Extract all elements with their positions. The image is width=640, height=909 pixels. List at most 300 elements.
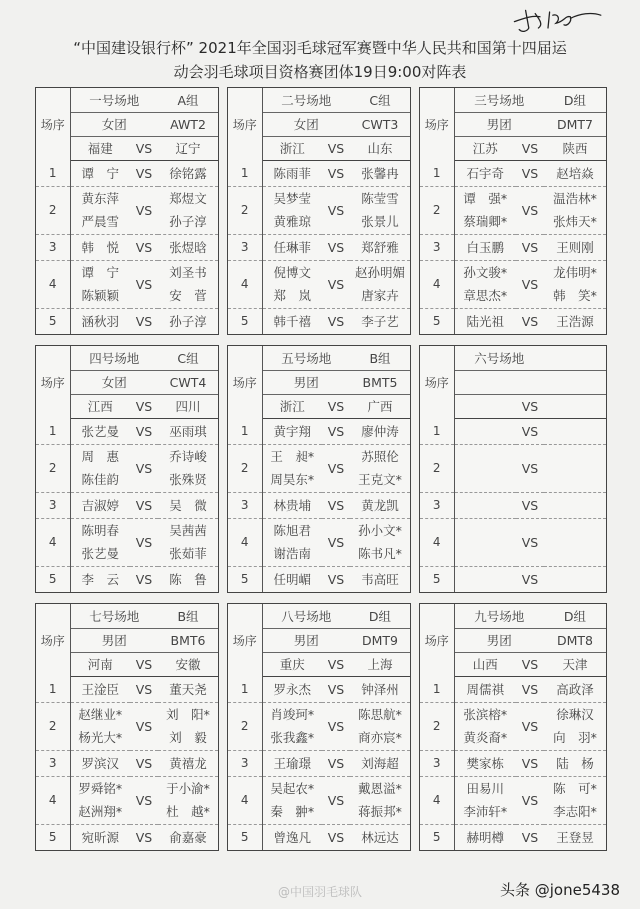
player-a: 张艺曼 [81,546,119,561]
player-b: 韦高旺 [361,571,399,587]
team-type: 女团 [262,112,350,136]
match-number: 1 [420,418,454,444]
player-a: 肖竣珂* [270,707,315,722]
player-a: 倪博文 [273,265,311,280]
watermark-main: 头条 @jone5438 [500,881,621,899]
vs-label: VS [516,136,544,160]
match-number: 3 [228,750,262,776]
seq-header: 场序 [420,604,454,676]
player-b: 陈思航* [358,707,402,722]
player-b: 杜 越* [166,804,210,819]
player-b: 巫雨琪 [169,423,207,439]
court-name: 五号场地 [262,346,350,370]
vs-label: VS [130,676,158,702]
match-number: 2 [420,702,454,750]
match-number: 5 [36,824,70,850]
court-table-4 [35,345,219,593]
player-b: 陈 鲁 [169,571,207,587]
match-number: 3 [420,234,454,260]
player-b: 张茹菲 [169,546,207,561]
match-number: 4 [36,260,70,308]
match-row [420,308,606,334]
player-b: 刘 阳* [166,707,210,722]
player-a: 罗滨汉 [81,755,119,771]
team-b: 辽宁 [158,136,218,160]
player-a: 李沛轩* [463,804,508,819]
match-code: BMT6 [158,628,218,652]
group-label: C组 [350,88,410,112]
match-number: 5 [420,824,454,850]
court-name: 六号场地 [454,346,544,370]
vs-label: VS [322,676,350,702]
player-b: 吴 微 [169,497,207,513]
vs-label: VS [130,518,158,566]
match-row [36,566,218,592]
player-b: 李子艺 [361,313,399,329]
player-b: 李志阳* [553,804,597,819]
player-a: 黄雅琼 [273,214,311,229]
match-code: AWT2 [158,112,218,136]
player-b: 黄龙凯 [361,497,399,513]
player-a: 田易川 [466,781,504,796]
player-a: 谭 宁 [81,165,119,181]
match-number: 4 [36,776,70,824]
vs-label: VS [322,750,350,776]
player-a: 吴梦莹 [273,191,311,206]
player-b: 高政泽 [556,681,594,697]
player-a: 黄东萍 [81,191,119,206]
vs-label: VS [135,313,153,329]
court-table-5 [227,345,411,593]
player-a: 蔡瑞卿* [463,214,508,229]
vs-label: VS [516,676,544,702]
court-table-3 [419,87,607,335]
team-type: 男团 [262,628,350,652]
match-row [420,776,606,824]
vs-label: VS [322,518,350,566]
match-row [420,676,606,702]
vs-label: VS [516,776,544,824]
match-row [36,444,218,492]
match-row [36,518,218,566]
match-number: 4 [420,518,454,566]
match-row [420,186,606,234]
team-a: 浙江 [262,136,322,160]
match-row [36,418,218,444]
match-number: 4 [420,260,454,308]
vs-label: VS [130,492,158,518]
vs-label: VS [130,652,158,676]
player-a: 任明嵋 [273,571,311,587]
title-line-2: 动会羽毛球项目资格赛团体19日9:00对阵表 [173,63,467,81]
court-name: 四号场地 [70,346,158,370]
match-number: 3 [420,750,454,776]
player-a: 陈旭君 [273,523,311,538]
team-b: 安徽 [158,652,218,676]
team-a: 浙江 [262,394,322,418]
vs-label: VS [516,160,544,186]
vs-label: VS [322,136,350,160]
vs-label: VS [130,260,158,308]
vs-label: VS [516,750,544,776]
player-a: 赵洲翔* [78,804,123,819]
vs-label: VS [322,234,350,260]
vs-label: VS [516,394,544,418]
vs-label: VS [130,186,158,234]
team-type: 女团 [70,112,158,136]
match-row [36,776,218,824]
group-label: A组 [158,88,218,112]
player-b: 陈 可* [553,781,597,796]
team-type: 男团 [454,112,544,136]
player-a: 林贵埔 [273,497,311,513]
match-row [420,824,606,850]
match-row [228,702,410,750]
vs-label: VS [516,702,544,750]
vs-label: VS [130,444,158,492]
match-row [36,492,218,518]
player-a: 李 云 [81,571,119,587]
match-number: 1 [36,676,70,702]
vs-label: VS [130,394,158,418]
player-b: 苏照伦 [361,449,399,464]
player-b: 廖仲涛 [361,423,399,439]
match-row [420,418,606,444]
match-row [420,492,606,518]
player-a: 石宇奇 [466,165,504,181]
player-b: 商亦宸* [358,730,402,745]
player-b: 王克文* [358,472,402,487]
match-number: 3 [36,234,70,260]
player-a: 曾逸凡 [273,829,311,845]
seq-header: 场序 [228,604,262,676]
team-type [454,370,544,394]
match-code [544,370,606,394]
court-name: 一号场地 [70,88,158,112]
match-row [36,824,218,850]
match-row [228,234,410,260]
match-number: 1 [36,418,70,444]
match-row [420,750,606,776]
match-code: BMT5 [350,370,410,394]
player-a: 白玉鹏 [466,239,504,255]
match-row [36,234,218,260]
player-a: 谢浩南 [273,546,311,561]
title-line-1: “中国建设银行杯” 2021年全国羽毛球冠军赛暨中华人民共和国第十四届运 [73,39,567,57]
player-b: 吴茜茜 [169,523,207,538]
player-b: 徐琳汉 [556,707,594,722]
vs-label: VS [322,186,350,234]
match-number: 5 [36,566,70,592]
match-number: 1 [36,160,70,186]
vs-label: VS [130,136,158,160]
court-grid [35,87,607,851]
match-row [228,186,410,234]
match-row [228,518,410,566]
match-number: 2 [420,186,454,234]
player-a: 杨光大* [78,730,123,745]
player-a: 周昊东* [270,472,315,487]
seq-header: 场序 [228,88,262,160]
match-code: DMT9 [350,628,410,652]
player-b: 戴恩溢* [358,781,402,796]
player-a: 涵秋羽 [81,313,119,329]
match-number: 1 [228,676,262,702]
group-label: D组 [350,604,410,628]
court-table-1 [35,87,219,335]
team-a: 福建 [70,136,130,160]
player-b: 王登昱 [556,829,594,845]
vs-label: VS [322,444,350,492]
match-row [228,824,410,850]
match-number: 5 [420,308,454,334]
vs-label: VS [516,492,544,518]
player-b: 孙小文* [358,523,402,538]
player-a: 郑 岚 [273,288,311,303]
court-table-2 [227,87,411,335]
match-number: 3 [228,492,262,518]
seq-header: 场序 [420,88,454,160]
match-row [36,308,218,334]
team-a: 山西 [454,652,516,676]
seq-header: 场序 [36,346,70,418]
seq-header: 场序 [36,604,70,676]
team-type: 男团 [70,628,158,652]
vs-label: VS [521,313,539,329]
player-b: 赵培焱 [556,165,594,181]
match-row [36,702,218,750]
player-b: 安 菅 [169,288,207,303]
match-code: CWT3 [350,112,410,136]
player-a: 秦 翀* [270,804,315,819]
match-row [36,160,218,186]
player-b: 林远达 [361,829,399,845]
player-b: 龙伟明* [553,265,597,280]
player-a: 谭 宁 [81,265,119,280]
player-b: 刘圣书 [169,265,207,280]
vs-label: VS [327,829,345,845]
match-row [420,444,606,492]
player-a: 张艺曼 [81,423,119,439]
team-a [454,394,516,418]
player-b: 张殊贤 [169,472,207,487]
vs-label: VS [516,518,544,566]
player-b: 俞嘉豪 [169,829,207,845]
vs-label: VS [521,571,539,587]
player-a: 任琳菲 [273,239,311,255]
player-b: 赵孙明媚 [354,265,405,280]
group-label: B组 [158,604,218,628]
team-a: 江苏 [454,136,516,160]
team-a: 江西 [70,394,130,418]
seq-header: 场序 [36,88,70,160]
match-number: 3 [36,492,70,518]
player-b: 刘海超 [361,755,399,771]
vs-label: VS [130,776,158,824]
player-b: 唐家卉 [361,288,399,303]
team-b: 广西 [350,394,410,418]
match-row [228,418,410,444]
group-label [544,346,606,370]
vs-label: VS [516,260,544,308]
match-row [420,702,606,750]
group-label: D组 [544,88,606,112]
vs-label: VS [327,571,345,587]
player-b: 王则刚 [556,239,594,255]
seq-header: 场序 [420,346,454,418]
player-b: 温浩林* [553,191,597,206]
player-a: 黄炎裔* [463,730,508,745]
court-name: 八号场地 [262,604,350,628]
vs-label: VS [130,234,158,260]
player-b: 向 羽* [553,730,597,745]
match-number: 2 [36,186,70,234]
watermark-faint: @中国羽毛球队 [278,885,363,899]
player-b: 郑舒雅 [361,239,399,255]
team-a: 河南 [70,652,130,676]
player-a: 黄宇翔 [273,423,311,439]
vs-label: VS [130,702,158,750]
match-number: 2 [228,444,262,492]
player-b: 于小渝* [166,781,210,796]
player-b: 蒋振邦* [358,804,402,819]
player-a: 赵继业* [78,707,123,722]
player-a: 韩 悦 [81,239,119,255]
vs-label: VS [322,492,350,518]
match-row [228,492,410,518]
match-number: 1 [228,418,262,444]
match-row [36,260,218,308]
match-row [36,750,218,776]
player-b: 郑煜文 [169,191,207,206]
vs-label: VS [521,829,539,845]
court-name: 七号场地 [70,604,158,628]
vs-label: VS [516,418,544,444]
player-a: 陈佳韵 [81,472,119,487]
match-row [420,160,606,186]
match-row [228,308,410,334]
vs-label: VS [322,418,350,444]
match-row [228,676,410,702]
player-a: 韩千禧 [273,313,311,329]
match-row [228,776,410,824]
player-b: 张煜晗 [169,239,207,255]
player-b: 王浩源 [556,313,594,329]
player-a: 吉淑婷 [81,497,119,513]
player-a: 宛昕源 [81,829,119,845]
match-row [420,234,606,260]
player-a: 章思杰* [463,288,508,303]
player-b: 乔诗峻 [169,449,207,464]
vs-label: VS [135,829,153,845]
player-b: 董天尧 [169,681,207,697]
team-b: 上海 [350,652,410,676]
match-number: 4 [36,518,70,566]
match-number: 3 [228,234,262,260]
player-a: 孙文骏* [463,265,508,280]
match-number: 2 [36,444,70,492]
vs-label: VS [322,260,350,308]
player-a: 王瑜璟 [273,755,311,771]
group-label: B组 [350,346,410,370]
player-a: 陈明春 [81,523,119,538]
team-b [544,394,606,418]
player-a: 严晨雪 [81,214,119,229]
match-row [228,444,410,492]
match-number: 4 [420,776,454,824]
player-a: 陈雨菲 [273,165,311,181]
vs-label: VS [516,652,544,676]
player-b: 张馨冉 [361,165,399,181]
player-a: 张我鑫* [270,730,315,745]
match-number: 1 [420,676,454,702]
match-row [420,566,606,592]
player-a: 陆光祖 [466,313,504,329]
team-b: 四川 [158,394,218,418]
match-number: 5 [36,308,70,334]
match-number: 1 [228,160,262,186]
match-code: DMT8 [544,628,606,652]
player-a: 王淦臣 [81,681,119,697]
court-name: 九号场地 [454,604,544,628]
vs-label: VS [322,394,350,418]
match-code: DMT7 [544,112,606,136]
player-a: 罗舜铭* [78,781,123,796]
vs-label: VS [516,186,544,234]
match-number: 5 [420,566,454,592]
signature [496,4,616,36]
team-b: 天津 [544,652,606,676]
vs-label: VS [130,418,158,444]
vs-label: VS [327,313,345,329]
court-table-6 [419,345,607,593]
court-name: 二号场地 [262,88,350,112]
player-a: 王 昶* [270,449,315,464]
team-a: 重庆 [262,652,322,676]
match-number: 5 [228,566,262,592]
group-label: C组 [158,346,218,370]
player-b: 孙子淳 [169,214,207,229]
vs-label: VS [322,160,350,186]
vs-label: VS [516,444,544,492]
match-number: 4 [228,260,262,308]
team-type: 男团 [454,628,544,652]
player-b: 陈莹雪 [361,191,399,206]
match-row [420,518,606,566]
player-b: 孙子淳 [169,313,207,329]
match-number: 1 [420,160,454,186]
player-a: 吴起农* [270,781,315,796]
court-table-9 [419,603,607,851]
match-number: 5 [228,308,262,334]
group-label: D组 [544,604,606,628]
player-a: 樊家栋 [466,755,504,771]
match-row [228,160,410,186]
player-a: 张滨榕* [463,707,508,722]
player-a: 周 惠 [81,449,119,464]
team-b: 山东 [350,136,410,160]
player-b: 刘 毅 [169,730,207,745]
match-row [228,260,410,308]
match-number: 3 [420,492,454,518]
match-code: CWT4 [158,370,218,394]
player-a: 赫明樽 [466,829,504,845]
team-type: 女团 [70,370,158,394]
vs-label: VS [516,234,544,260]
player-b: 黄禧龙 [169,755,207,771]
match-number: 2 [228,702,262,750]
match-row [420,260,606,308]
